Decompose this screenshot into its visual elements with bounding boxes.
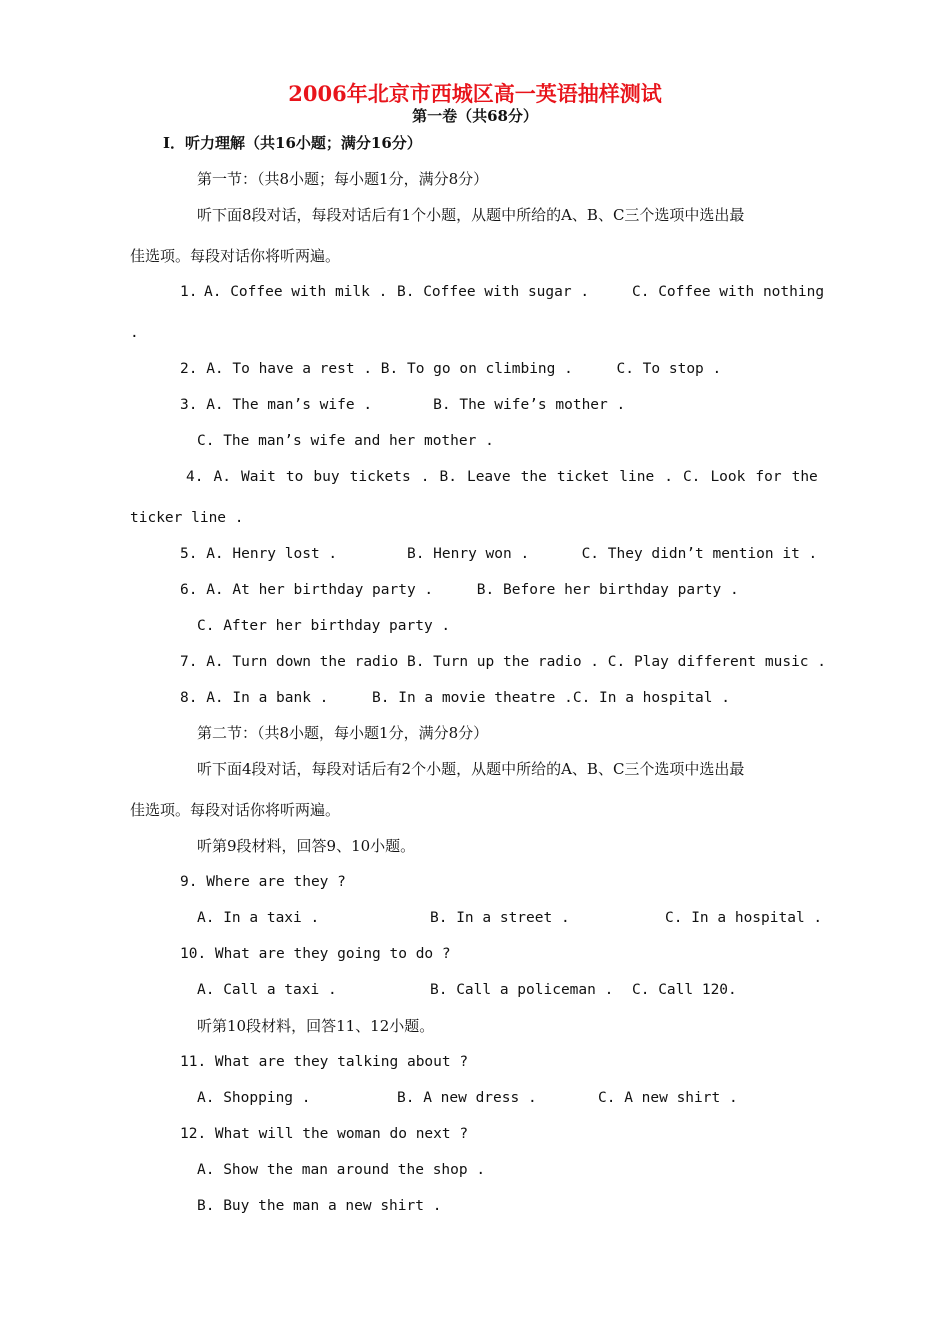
section2-instruction-line2: 佳选项。每段对话你将听两遍。	[130, 801, 341, 819]
section2-heading: 第二节：（共8小题，每小题1分，满分8分）	[197, 724, 489, 742]
q12-option-a: A. Show the man around the shop .	[197, 1162, 486, 1178]
q10-option-a: A. Call a taxi .	[197, 982, 337, 998]
q4-word: buy	[313, 469, 340, 485]
q9-option-c: C. In a hospital .	[665, 910, 823, 926]
section1-instruction-line1: 听下面8段对话，每段对话后有1个小题，从题中所给的A、B、C三个选项中选出最	[197, 206, 745, 224]
q4-word: ticket	[556, 469, 610, 485]
q10-option-b: B. Call a policeman .	[430, 982, 614, 998]
section2-instruction-line1: 听下面4段对话，每段对话后有2个小题，从题中所给的A、B、C三个选项中选出最	[197, 760, 745, 778]
q4-word: C.	[682, 469, 701, 485]
q1-option-a: A. Coffee with milk .	[204, 284, 388, 300]
q9-option-a: A. In a taxi .	[197, 910, 320, 926]
q6-line1: 6. A. At her birthday party . B. Before her birthday party .	[180, 582, 739, 598]
q11-option-b: B. A new dress .	[397, 1090, 537, 1106]
q7-line: 7. A. Turn down the radio B. Turn up the radio . C. Play different music .	[180, 654, 827, 670]
q4-line2: ticker line .	[130, 510, 244, 526]
q4-word: Leave	[466, 469, 511, 485]
q12-option-b: B. Buy the man a new shirt .	[197, 1198, 442, 1214]
q4-word: 4.	[186, 469, 204, 485]
q11-question: 11. What are they talking about ?	[180, 1054, 469, 1070]
q4-word: Look	[710, 469, 746, 485]
q4-word: B.	[439, 469, 457, 485]
q5-line: 5. A. Henry lost . B. Henry won . C. They didn’t mention it .	[180, 546, 818, 562]
q11-option-c: C. A new shirt .	[598, 1090, 738, 1106]
q4-word: A.	[213, 469, 231, 485]
q1-tail: .	[130, 325, 139, 341]
q4-word: the	[791, 469, 818, 485]
q4-line1	[186, 466, 818, 488]
q9-question: 9. Where are they ?	[180, 874, 346, 890]
section1-instruction-line2: 佳选项。每段对话你将听两遍。	[130, 247, 341, 265]
q2-line: 2. A. To have a rest . B. To go on climbing . C. To stop .	[180, 361, 722, 377]
q4-word: to	[285, 469, 304, 485]
q12-question: 12. What will the woman do next ?	[180, 1126, 469, 1142]
q11-option-a: A. Shopping .	[197, 1090, 311, 1106]
section1-heading: 第一节：（共8小题；每小题1分，满分8分）	[197, 170, 489, 188]
q10-option-c: C. Call 120.	[632, 982, 737, 998]
q1-number: 1.	[180, 284, 198, 300]
q4-word: tickets	[349, 469, 411, 485]
q1-option-c: C. Coffee with nothing	[632, 284, 825, 300]
page-subtitle: 第一卷（共68分）	[412, 107, 538, 125]
q1-option-b: B. Coffee with sugar .	[397, 284, 590, 300]
q4-word: .	[420, 469, 430, 485]
q6-line2: C. After her birthday party .	[197, 618, 451, 634]
q9-option-b: B. In a street .	[430, 910, 570, 926]
q8-line: 8. A. In a bank . B. In a movie theatre .C. In a hospital .	[180, 690, 730, 706]
q3-line2: C. The man’s wife and her mother .	[197, 433, 494, 449]
q4-word: for	[755, 469, 782, 485]
page-title: 2006年北京市西城区高一英语抽样测试	[288, 81, 662, 106]
q3-line1: 3. A. The man’s wife . B. The wife’s mother .	[180, 397, 626, 413]
q4-word: line	[619, 469, 655, 485]
q4-word: .	[664, 469, 673, 485]
q4-word: the	[520, 469, 547, 485]
material-9-note: 听第9段材料，回答9、10小题。	[197, 837, 416, 855]
material-10-note: 听第10段材料，回答11、12小题。	[197, 1017, 435, 1035]
q10-question: 10. What are they going to do ?	[180, 946, 451, 962]
q4-word: Wait	[240, 469, 276, 485]
part1-heading: I．听力理解（共16小题；满分16分）	[163, 134, 422, 152]
